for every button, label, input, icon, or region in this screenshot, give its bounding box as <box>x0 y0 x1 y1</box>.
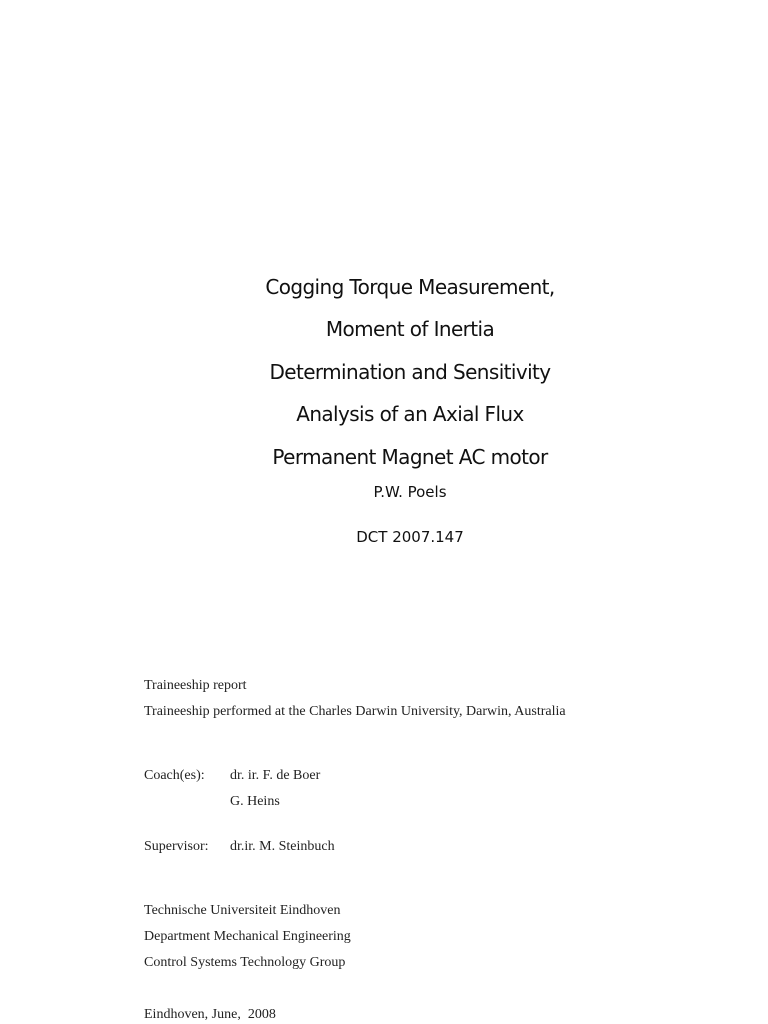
place-date: Eindhoven, June, 2008 <box>144 1007 276 1022</box>
report-number: DCT 2007.147 <box>356 528 464 546</box>
title-line-2: Moment of Inertia <box>325 317 495 341</box>
title-line-3: Determination and Sensitivity <box>269 360 551 384</box>
group: Control Systems Technology Group <box>144 955 346 970</box>
author: P.W. Poels <box>373 483 447 501</box>
coach-name-2: G. Heins <box>230 794 280 809</box>
title-line-5: Permanent Magnet AC motor <box>272 445 548 469</box>
title-line-1: Cogging Torque Measurement, <box>265 275 555 299</box>
department: Department Mechanical Engineering <box>144 929 351 944</box>
supervisor-name: dr.ir. M. Steinbuch <box>230 839 335 854</box>
report-location: Traineeship performed at the Charles Darwin University, Darwin, Australia <box>144 704 566 719</box>
report-type: Traineeship report <box>144 678 247 693</box>
coaches-label: Coach(es): <box>144 768 205 783</box>
university: Technische Universiteit Eindhoven <box>144 903 341 918</box>
supervisor-label: Supervisor: <box>144 839 209 854</box>
title-line-4: Analysis of an Axial Flux <box>296 402 524 426</box>
coach-name-1: dr. ir. F. de Boer <box>230 768 321 783</box>
